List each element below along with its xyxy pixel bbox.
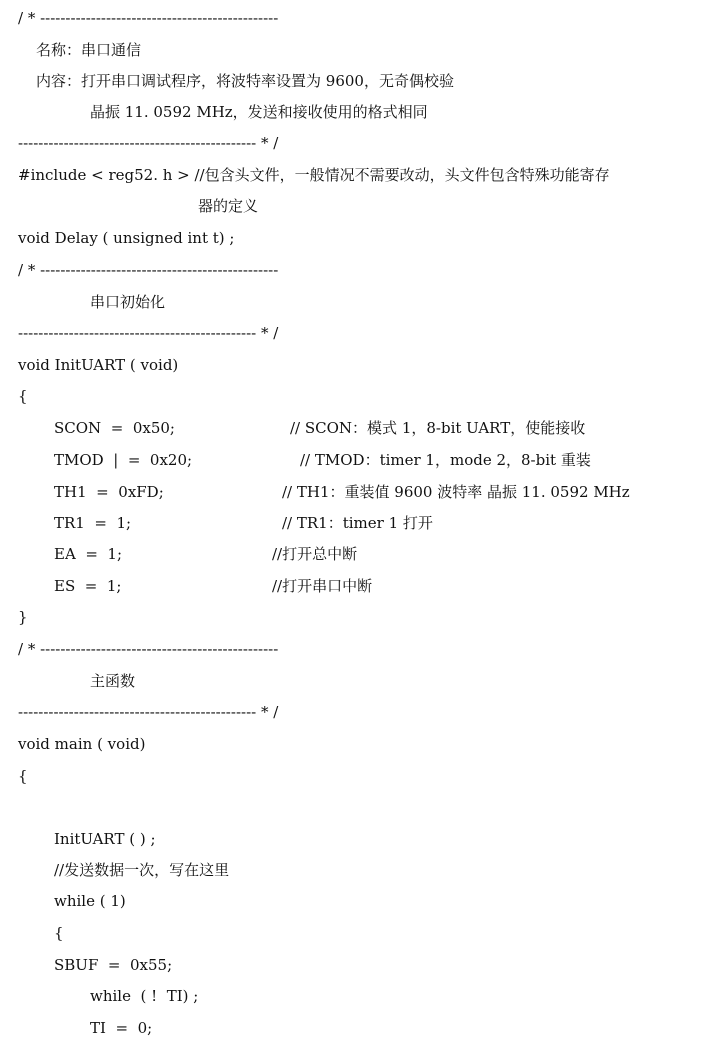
brace-close: } [18, 608, 28, 626]
code-tr1: TR1 = 1; [54, 514, 132, 532]
header-content-line: 内容：打开串口调试程序，将波特率设置为 9600，无奇偶校验 [36, 72, 454, 90]
comment-close-rule: ----------------------------------------------- * / [18, 324, 279, 342]
comment-close-rule: ----------------------------------------------- * / [18, 703, 279, 721]
brace-open: { [54, 924, 64, 942]
comment-open-rule: / * ----------------------------------------------- [18, 261, 279, 279]
include-line: #include < reg52. h > //包含头文件，一般情况不需要改动，头文件包含特殊功能寄存 [18, 166, 610, 184]
code-es: ES = 1; [54, 577, 122, 595]
comment-open-rule: / * ----------------------------------------------- [18, 640, 279, 658]
comment-ea: //打开总中断 [272, 545, 358, 563]
delay-prototype: void Delay ( unsigned int t) ; [18, 229, 235, 247]
comment-es: //打开串口中断 [272, 577, 373, 595]
include-comment-cont: 器的定义 [198, 197, 259, 215]
comment-scon: // SCON：模式 1，8-bit UART，使能接收 [290, 419, 586, 437]
code-ea: EA = 1; [54, 545, 123, 563]
comment-close-rule: ----------------------------------------------- * / [18, 134, 279, 152]
comment-open-rule: / * ----------------------------------------------- [18, 9, 279, 27]
code-wait-ti: while ( ! TI) ; [90, 987, 199, 1005]
func-initUART-signature: void InitUART ( void) [18, 356, 179, 374]
section-title-main: 主函数 [90, 672, 136, 690]
brace-open: { [18, 387, 28, 405]
comment-th1: // TH1：重装值 9600 波特率 晶振 11. 0592 MHz [282, 483, 630, 501]
comment-send-once: //发送数据一次，写在这里 [54, 861, 230, 879]
func-main-signature: void main ( void) [18, 735, 146, 753]
header-name-line: 名称：串口通信 [36, 41, 142, 59]
code-clear-ti: TI = 0; [90, 1019, 153, 1037]
header-content-cont: 晶振 11. 0592 MHz，发送和接收使用的格式相同 [90, 103, 428, 121]
code-sbuf: SBUF = 0x55; [54, 956, 173, 974]
code-tmod: TMOD | = 0x20; [54, 451, 193, 469]
code-scon: SCON = 0x50; [54, 419, 175, 437]
code-th1: TH1 = 0xFD; [54, 483, 164, 501]
comment-tmod: // TMOD：timer 1，mode 2，8-bit 重装 [300, 451, 591, 469]
section-title-uart-init: 串口初始化 [90, 293, 166, 311]
call-initUART: InitUART ( ) ; [54, 830, 156, 848]
comment-tr1: // TR1：timer 1 打开 [282, 514, 433, 532]
while-loop: while ( 1) [54, 892, 126, 910]
brace-open: { [18, 767, 28, 785]
